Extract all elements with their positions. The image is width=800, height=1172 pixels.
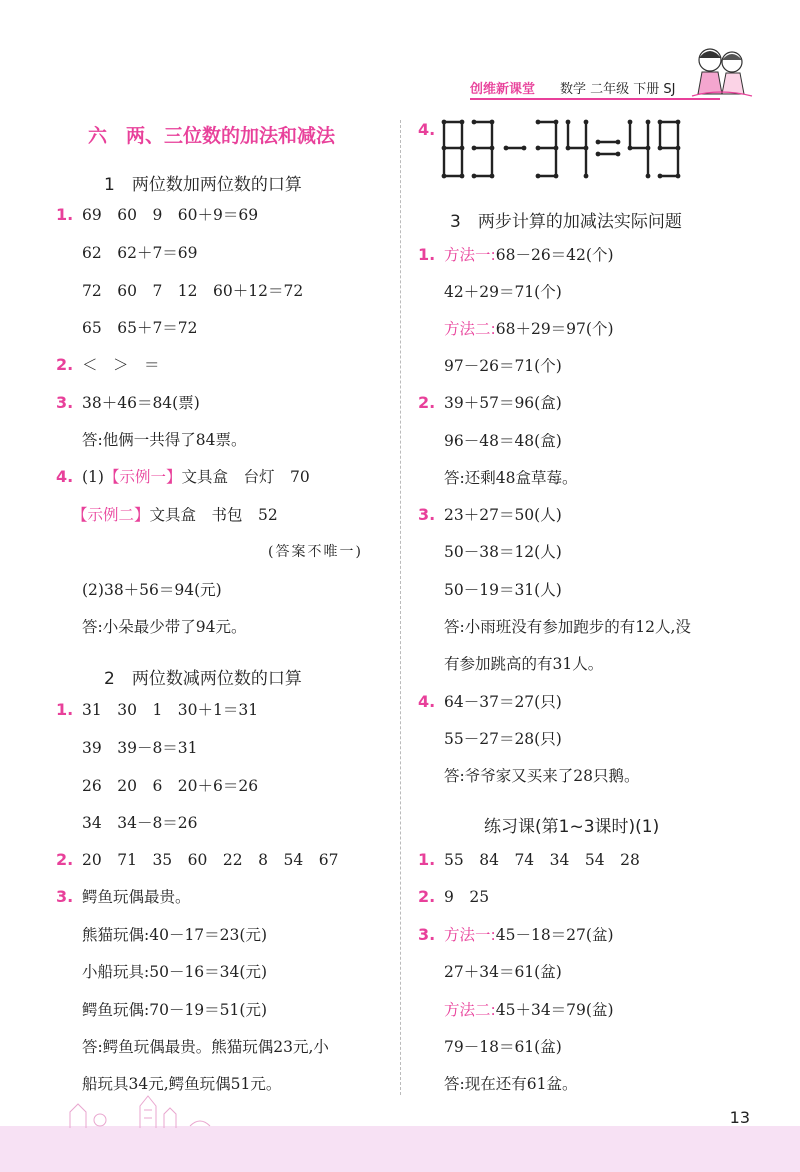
l3-q2-line3: 答:还剩48盒草莓。 bbox=[444, 469, 578, 487]
l1-q1-line4: 65 65＋7＝72 bbox=[82, 319, 198, 337]
l3-q3-line4: 答:小雨班没有参加跑步的有12人,没 bbox=[444, 618, 691, 636]
pr-q3-number: 3. bbox=[418, 925, 436, 944]
lesson1-title: 1 两位数加两位数的口算 bbox=[104, 175, 302, 195]
example1-tag: 【示例一】 bbox=[103, 468, 182, 486]
brand-name: 创维新课堂 bbox=[470, 82, 536, 97]
l3-q4-number: 4. bbox=[418, 692, 436, 711]
l3-q1-line2: 42＋29＝71(个) bbox=[444, 283, 562, 301]
l1-q4-line4: 答:小朵最少带了94元。 bbox=[82, 618, 247, 636]
pr-q3-line2: 27＋34＝61(盆) bbox=[444, 963, 562, 981]
l3-q1-eq3: 68＋29＝97(个) bbox=[495, 320, 614, 338]
l1-q4-line3: (2)38＋56＝94(元) bbox=[82, 581, 222, 599]
l3-q3-line1: 23＋27＝50(人) bbox=[444, 506, 562, 524]
l2-q3-line4: 鳄鱼玩偶:70－19＝51(元) bbox=[82, 1001, 267, 1019]
l3-q1-number: 1. bbox=[418, 245, 436, 264]
l2-q3-line6: 船玩具34元,鳄鱼玩偶51元。 bbox=[82, 1075, 282, 1093]
l1-q1-number: 1. bbox=[56, 205, 74, 224]
method2-tag: 方法二: bbox=[444, 320, 496, 338]
l1-q1-line3: 72 60 7 12 60＋12＝72 bbox=[82, 282, 304, 300]
pr-q3-line1 bbox=[444, 925, 614, 945]
l1-q4-line2 bbox=[72, 505, 278, 525]
l2-q3-line2: 熊猫玩偶:40－17＝23(元) bbox=[82, 926, 267, 944]
matchstick-equation-figure bbox=[440, 118, 690, 182]
castle-decoration-icon bbox=[60, 1090, 260, 1130]
l2-q1-line3: 26 20 6 20＋6＝26 bbox=[82, 777, 259, 795]
pr-q2-line1: 9 25 bbox=[444, 888, 490, 906]
l3-q2-number: 2. bbox=[418, 393, 436, 412]
l2-q3-line3: 小船玩具:50－16＝34(元) bbox=[82, 963, 267, 981]
pr-method1-tag: 方法一: bbox=[444, 926, 496, 944]
pr-q1-line1: 55 84 74 34 54 28 bbox=[444, 851, 640, 869]
l1-q4-part1: (1) bbox=[82, 468, 104, 486]
l3-q3-line3: 50－19＝31(人) bbox=[444, 581, 562, 599]
section-title: 六 两、三位数的加法和减法 bbox=[88, 125, 336, 147]
pr-q2-number: 2. bbox=[418, 887, 436, 906]
l1-q4-line1 bbox=[82, 467, 310, 487]
l2-q2-line1: 20 71 35 60 22 8 54 67 bbox=[82, 851, 339, 869]
book-info: 数学 二年级 下册 SJ bbox=[560, 82, 676, 97]
r-q4-number: 4. bbox=[418, 120, 436, 139]
l3-q2-line1: 39＋57＝96(盒) bbox=[444, 394, 562, 412]
l3-q1-line3 bbox=[444, 319, 614, 339]
l2-q1-line4: 34 34－8＝26 bbox=[82, 814, 198, 832]
l1-q1-line1: 69 60 9 60＋9＝69 bbox=[82, 206, 259, 224]
l1-q4-number: 4. bbox=[56, 467, 74, 486]
l2-q2-number: 2. bbox=[56, 850, 74, 869]
l3-q3-line5: 有参加跳高的有31人。 bbox=[444, 655, 604, 673]
pr-method2-tag: 方法二: bbox=[444, 1001, 496, 1019]
l3-q4-line3: 答:爷爷家又买来了28只鹅。 bbox=[444, 767, 640, 785]
l1-q1-line2: 62 62＋7＝69 bbox=[82, 244, 198, 262]
l2-q1-line2: 39 39－8＝31 bbox=[82, 739, 198, 757]
footer-band bbox=[0, 1126, 800, 1172]
pr-q1-number: 1. bbox=[418, 850, 436, 869]
example2-tag: 【示例二】 bbox=[72, 506, 150, 524]
l2-q1-line1: 31 30 1 30＋1＝31 bbox=[82, 701, 259, 719]
mascot-kids-icon bbox=[690, 42, 754, 102]
l3-q4-line2: 55－27＝28(只) bbox=[444, 730, 562, 748]
l2-q1-number: 1. bbox=[56, 700, 74, 719]
page-number: 13 bbox=[729, 1108, 750, 1127]
l2-q3-number: 3. bbox=[56, 887, 74, 906]
header-rule bbox=[470, 98, 720, 100]
pr-q3-eq1: 45－18＝27(盆) bbox=[495, 926, 614, 944]
lesson3-title: 3 两步计算的加减法实际问题 bbox=[450, 212, 682, 232]
column-divider bbox=[400, 120, 401, 1095]
l3-q2-line2: 96－48＝48(盒) bbox=[444, 432, 562, 450]
l2-q3-line5: 答:鳄鱼玩偶最贵。熊猫玩偶23元,小 bbox=[82, 1038, 329, 1056]
l3-q3-number: 3. bbox=[418, 505, 436, 524]
pr-q3-line3 bbox=[444, 1000, 614, 1020]
practice-title: 练习课(第1~3课时)(1) bbox=[484, 817, 660, 837]
l3-q1-eq1: 68－26＝42(个) bbox=[495, 246, 614, 264]
l1-q3-line2: 答:他俩一共得了84票。 bbox=[82, 431, 247, 449]
pr-q3-line5: 答:现在还有61盆。 bbox=[444, 1075, 578, 1093]
example2-text: 文具盒 书包 52 bbox=[149, 506, 278, 524]
l1-q3-line1: 38＋46＝84(票) bbox=[82, 394, 200, 412]
example1-text: 文具盒 台灯 70 bbox=[181, 468, 310, 486]
l3-q1-line1 bbox=[444, 245, 614, 265]
l1-q3-number: 3. bbox=[56, 393, 74, 412]
l2-q3-line1: 鳄鱼玩偶最贵。 bbox=[82, 888, 191, 906]
answer-note: (答案不唯一) bbox=[268, 544, 363, 560]
method1-tag: 方法一: bbox=[444, 246, 496, 264]
pr-q3-eq3: 45＋34＝79(盆) bbox=[495, 1001, 614, 1019]
lesson2-title: 2 两位数减两位数的口算 bbox=[104, 669, 302, 689]
page-header bbox=[470, 74, 720, 100]
l1-q2-line1: ＜ ＞ ＝ bbox=[82, 356, 160, 374]
l1-q2-number: 2. bbox=[56, 355, 74, 374]
pr-q3-line4: 79－18＝61(盆) bbox=[444, 1038, 562, 1056]
l3-q1-line4: 97－26＝71(个) bbox=[444, 357, 562, 375]
l3-q3-line2: 50－38＝12(人) bbox=[444, 543, 562, 561]
l3-q4-line1: 64－37＝27(只) bbox=[444, 693, 562, 711]
